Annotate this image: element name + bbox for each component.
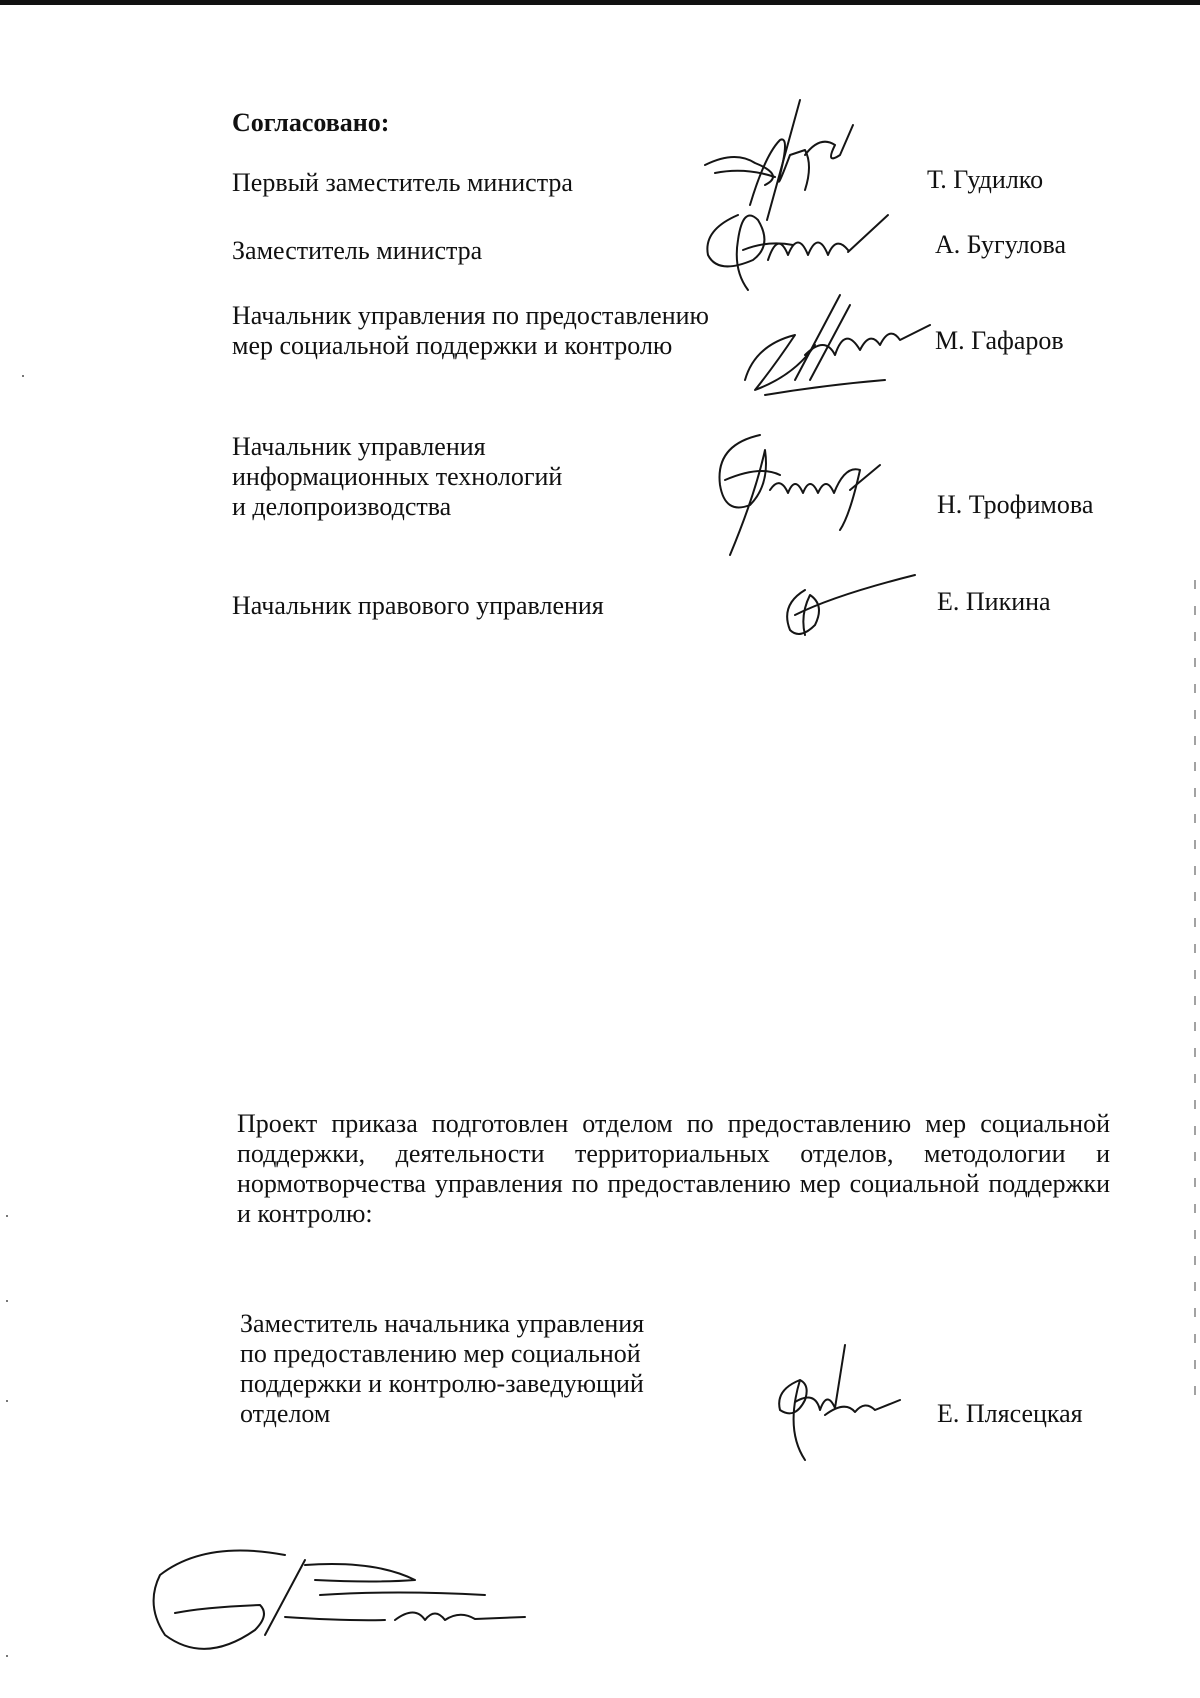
scan-speck	[22, 375, 24, 377]
preparer-name: Е. Плясецкая	[937, 1399, 1083, 1428]
scan-speck	[6, 1655, 8, 1657]
approval-position-1: Первый заместитель министра	[232, 168, 573, 197]
signature-pikina-icon	[775, 565, 925, 645]
prepared-by-note: Проект приказа подготовлен отделом по предоставлению мер социальной поддержки, деятельности территориальных отделов, методологии и нормотворчества управления по предоставлению мер социальной поддержки и контролю:	[237, 1109, 1110, 1228]
approval-name-4: Н. Трофимова	[937, 490, 1094, 519]
preparer-position-line-3: поддержки и контролю-заведующий	[240, 1369, 644, 1398]
scan-speck	[6, 1300, 8, 1302]
scan-edge-artifact	[1194, 580, 1196, 1410]
top-border-line	[0, 0, 1200, 5]
approval-position-4-line-3: и делопроизводства	[232, 492, 452, 521]
signature-plyasetskaya-icon	[765, 1340, 915, 1470]
approval-position-3-line-1: Начальник управления по предоставлению	[232, 301, 709, 330]
approval-position-3-line-2: мер социальной поддержки и контролю	[232, 331, 673, 360]
signature-gafarov-icon	[735, 285, 935, 415]
approval-name-5: Е. Пикина	[937, 587, 1051, 616]
preparer-position-line-4: отделом	[240, 1399, 331, 1428]
approval-position-5: Начальник правового управления	[232, 591, 604, 620]
approval-name-2: А. Бугулова	[935, 230, 1067, 259]
approval-position-2: Заместитель министра	[232, 236, 483, 265]
bottom-handwritten-mark-icon	[145, 1535, 535, 1665]
scan-speck	[6, 1400, 8, 1402]
approval-name-1: Т. Гудилко	[927, 165, 1044, 194]
preparer-position-line-1: Заместитель начальника управления	[240, 1309, 645, 1338]
preparer-position-line-2: по предоставлению мер социальной	[240, 1339, 641, 1368]
approval-heading: Согласовано:	[232, 108, 390, 137]
approval-position-4-line-2: информационных технологий	[232, 462, 563, 491]
approval-position-4-line-1: Начальник управления	[232, 432, 486, 461]
scan-speck	[6, 1215, 8, 1217]
signature-trofimova-icon	[700, 425, 890, 565]
approval-name-3: М. Гафаров	[935, 326, 1064, 355]
